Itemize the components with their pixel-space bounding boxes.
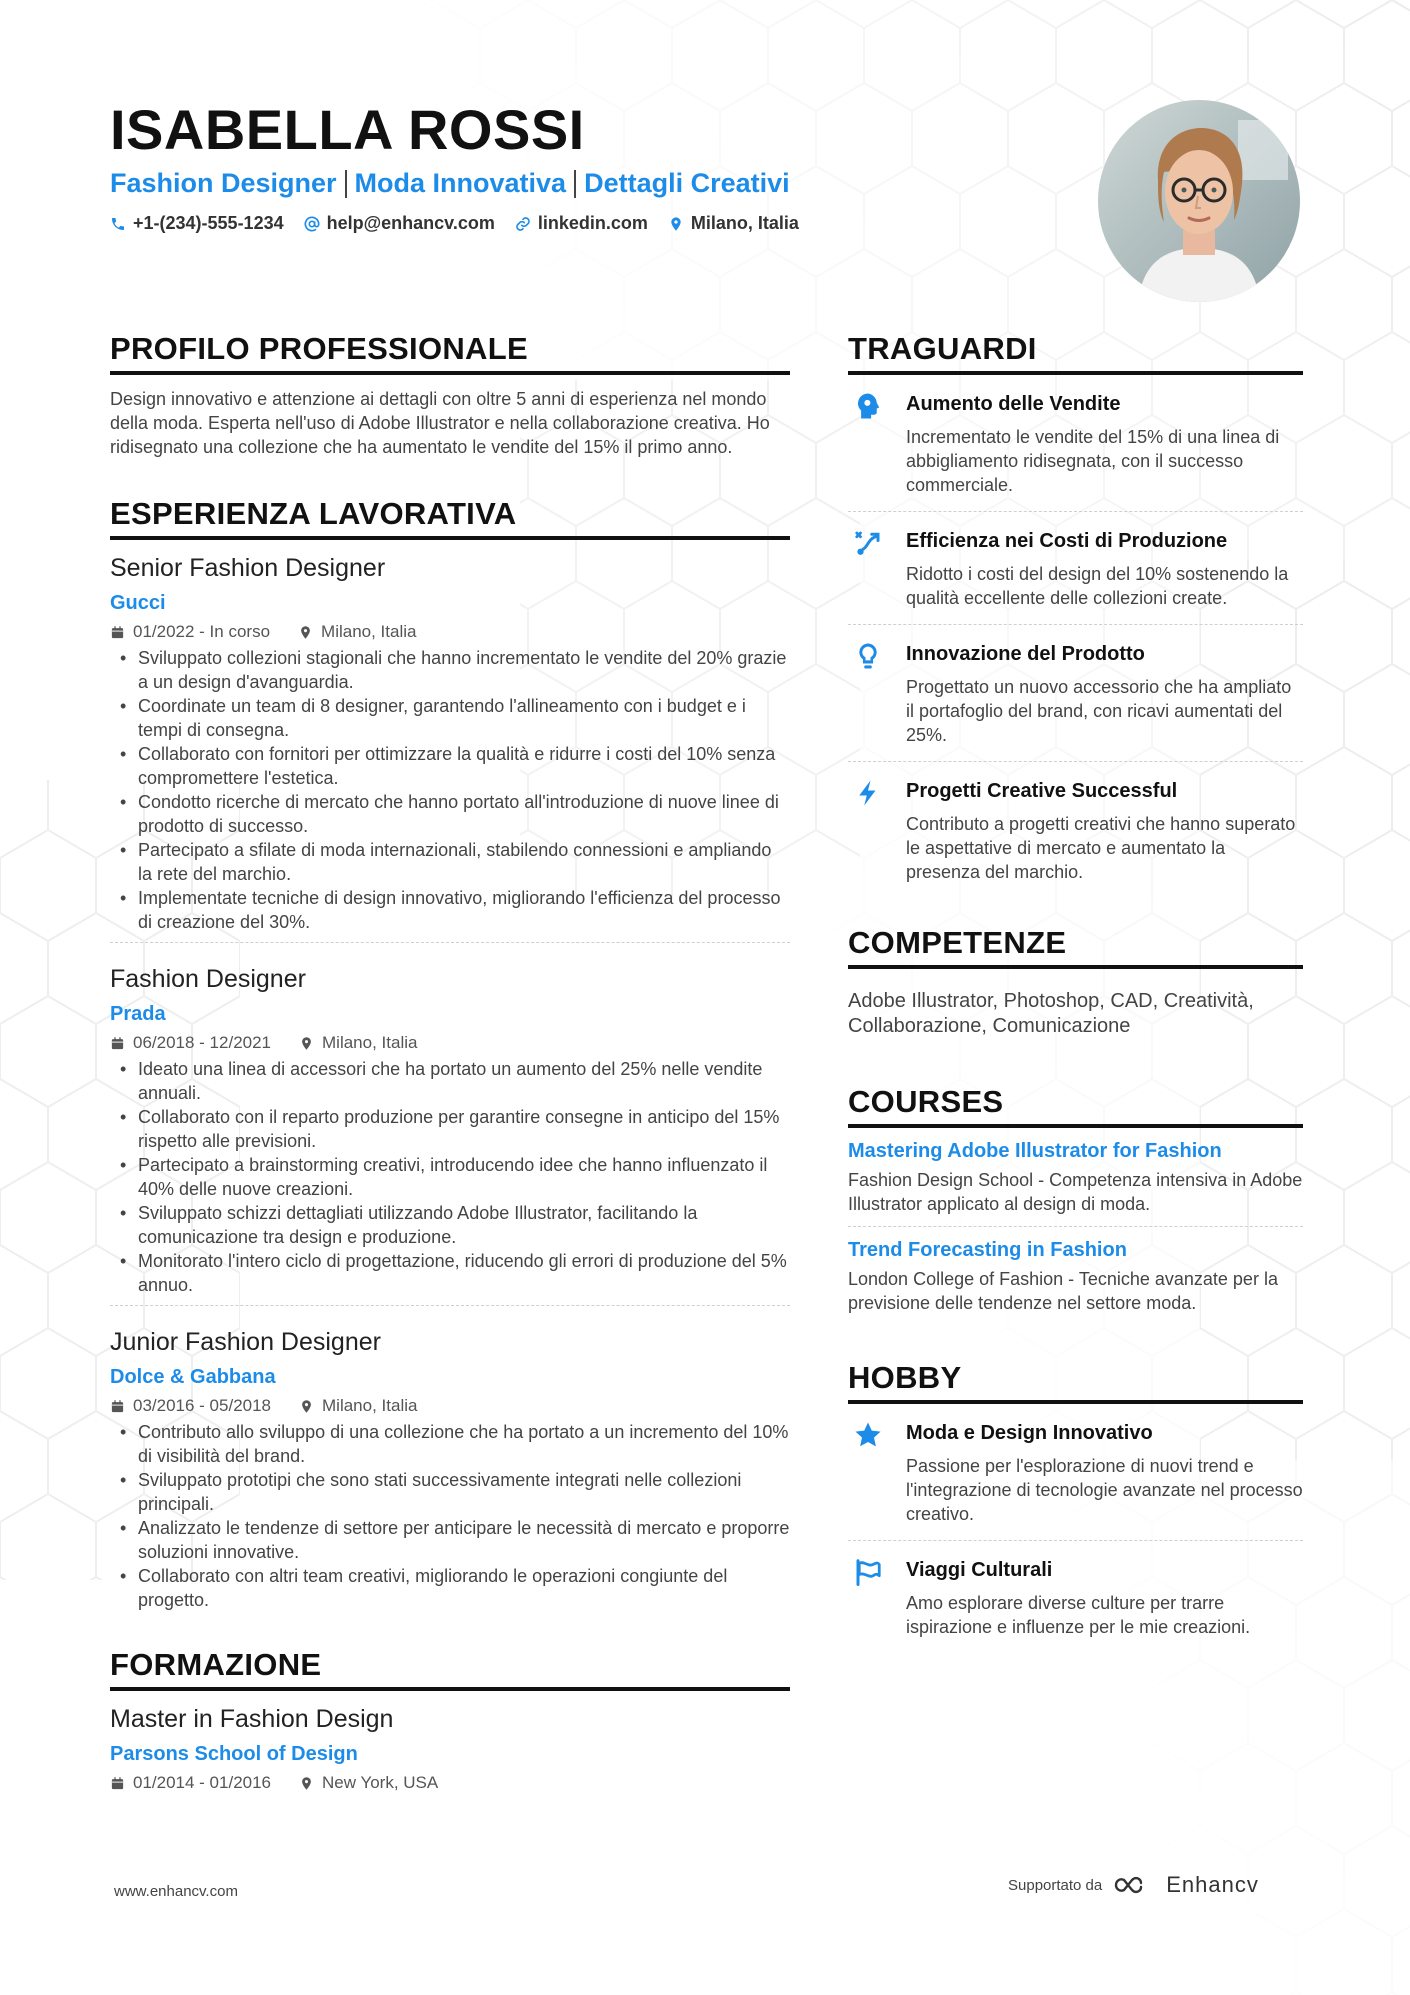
contact-linkedin[interactable]: [515, 213, 648, 234]
course-desc: Fashion Design School - Competenza intensiva in Adobe Illustrator applicato al design di moda.: [848, 1170, 1303, 1214]
powered-by-label: Supportato da: [1008, 1876, 1103, 1894]
achievement-title: Progetti Creative Successful: [906, 780, 1178, 802]
footer-brand-area: [1008, 1872, 1259, 1898]
job-title: Junior Fashion Designer: [110, 1328, 381, 1356]
job-location: [299, 1033, 417, 1053]
education-section: [110, 1646, 790, 1793]
job-meta: [110, 1396, 790, 1416]
experience-section: [110, 495, 790, 1620]
profile-section: [110, 330, 790, 459]
course-title: Mastering Adobe Illustrator for Fashion: [848, 1140, 1222, 1162]
achievement-item: [848, 625, 1303, 762]
achievement-desc: Progettato un nuovo accessorio che ha ampliato il portafoglio del brand, con ricavi aumentati del 25%.: [906, 677, 1292, 745]
bullet-item: • Monitorato l'intero ciclo di progettazione, riducendo gli errori di produzione del 5% annuo.: [110, 1249, 790, 1297]
contact-phone[interactable]: [110, 213, 284, 234]
bullet-item: • Implementate tecniche di design innovativo, migliorando l'efficienza del processo di creazione del 30%.: [110, 886, 790, 934]
dates-text: 01/2014 - 01/2016: [133, 1773, 272, 1792]
hobby-title: Viaggi Culturali: [906, 1559, 1053, 1581]
bullet-item: • Contributo allo sviluppo di una collezione che ha portato a un incremento del 10% di visibilità del brand.: [110, 1420, 790, 1468]
job-entry: [110, 1326, 790, 1620]
profile-photo: [1098, 100, 1300, 302]
job-location: [299, 1396, 417, 1416]
achievement-title: Aumento delle Vendite: [906, 393, 1121, 415]
tagline-item: Dettagli Creativi: [584, 168, 790, 198]
calendar-icon: [110, 1036, 125, 1051]
degree-title: Master in Fashion Design: [110, 1705, 394, 1733]
dates-text: 06/2018 - 12/2021: [133, 1033, 272, 1052]
section-title: COURSES: [848, 1083, 1303, 1128]
job-title: Senior Fashion Designer: [110, 554, 386, 582]
education-dates: [110, 1773, 271, 1793]
hobby-desc: Amo esplorare diverse culture per trarre ispirazione e influenze per le mie creazioni.: [906, 1593, 1251, 1637]
job-bullets: [110, 1420, 790, 1612]
course-title: Trend Forecasting in Fashion: [848, 1239, 1127, 1261]
section-title: COMPETENZE: [848, 924, 1303, 969]
calendar-icon: [110, 625, 125, 640]
job-dates: [110, 622, 270, 642]
achievement-title: Efficienza nei Costi di Produzione: [906, 530, 1228, 552]
hobby-title: Moda e Design Innovativo: [906, 1422, 1153, 1444]
footer-brand-name: Enhancv: [1166, 1872, 1259, 1897]
enhancv-logo-icon: [1112, 1873, 1156, 1897]
bullet-item: • Collaborato con fornitori per ottimizzare la qualità e ridurre i costi del 10% senza compromettere l'estetica.: [110, 742, 790, 790]
map-pin-icon: [299, 1036, 314, 1051]
lightbulb-icon: [853, 641, 883, 671]
divider: [110, 942, 790, 943]
left-column: [110, 330, 790, 1793]
achievement-desc: Incrementato le vendite del 15% di una linea di abbigliamento ridisegnata, con il successo commerciale.: [906, 427, 1280, 495]
flag-icon: [853, 1557, 883, 1587]
bullet-item: • Ideato una linea di accessori che ha portato un aumento del 25% nelle vendite annuali.: [110, 1057, 790, 1105]
section-title: TRAGUARDI: [848, 330, 1303, 375]
section-title: PROFILO PROFESSIONALE: [110, 330, 790, 375]
achievement-item: [848, 375, 1303, 512]
contact-email[interactable]: [304, 213, 495, 234]
linkedin-url: linkedin.com: [537, 213, 648, 233]
profile-summary: Design innovativo e attenzione ai dettagli con oltre 5 anni di esperienza nel mondo della moda. Esperta nell'uso di Adobe Illustrator e nella collaborazione creativa. Ho ridisegnato una collezione che ha aumentato le vendite del 15% il primo anno.: [110, 389, 770, 457]
header: [110, 96, 1110, 234]
bullet-item: • Analizzato le tendenze di settore per anticipare le necessità di mercato e proporre soluzioni innovative.: [110, 1516, 790, 1564]
tagline-divider: [345, 170, 347, 198]
tagline-item: Fashion Designer: [110, 168, 337, 198]
job-title: Fashion Designer: [110, 965, 306, 993]
bullet-item: • Collaborato con altri team creativi, migliorando le operazioni congiunte del progetto.: [110, 1564, 790, 1612]
job-location: [298, 622, 416, 642]
phone-number: +1-(234)-555-1234: [133, 213, 284, 233]
map-pin-icon: [668, 216, 684, 232]
job-dates: [110, 1396, 271, 1416]
job-entry: [110, 552, 790, 951]
route-icon: [853, 528, 883, 558]
company-name: Prada: [110, 1003, 166, 1025]
star-icon: [853, 1420, 883, 1450]
footer-website[interactable]: www.enhancv.com: [114, 1883, 238, 1900]
calendar-icon: [110, 1776, 125, 1791]
job-bullets: [110, 646, 790, 934]
location-text: Milano, Italia: [321, 622, 417, 641]
skills-list: Adobe Illustrator, Photoshop, CAD, Creatività, Collaborazione, Comunicazione: [848, 990, 1254, 1037]
contact-list: [110, 213, 1110, 234]
contact-location: [668, 213, 799, 234]
school-name: Parsons School of Design: [110, 1743, 358, 1765]
dates-text: 03/2016 - 05/2018: [133, 1396, 272, 1415]
full-name: ISABELLA ROSSI: [110, 98, 585, 161]
bullet-item: • Condotto ricerche di mercato che hanno portato all'introduzione di nuove linee di prodotto di successo.: [110, 790, 790, 838]
job-dates: [110, 1033, 271, 1053]
location-text: New York, USA: [322, 1773, 439, 1792]
tagline-item: Moda Innovativa: [354, 168, 567, 198]
achievements-section: [848, 330, 1303, 898]
section-title: FORMAZIONE: [110, 1646, 790, 1691]
portrait-illustration: [1098, 100, 1300, 302]
head-icon: [853, 391, 883, 421]
achievement-desc: Contributo a progetti creativi che hanno superato le aspettative di mercato e aumentato la presenza del marchio.: [906, 814, 1296, 882]
bullet-item: • Partecipato a sfilate di moda internazionali, stabilendo connessioni e ampliando la rete del marchio.: [110, 838, 790, 886]
hobby-item: [848, 1541, 1303, 1653]
map-pin-icon: [298, 625, 313, 640]
map-pin-icon: [299, 1776, 314, 1791]
job-entry: [110, 963, 790, 1314]
dates-text: 01/2022 - In corso: [133, 622, 271, 641]
location-text: Milano, Italia: [322, 1033, 418, 1052]
course-item: [848, 1227, 1303, 1325]
company-name: Dolce & Gabbana: [110, 1366, 276, 1388]
bullet-item: • Sviluppato schizzi dettagliati utilizzando Adobe Illustrator, facilitando la comunicazione tra design e produzione.: [110, 1201, 790, 1249]
education-meta: [110, 1773, 790, 1793]
calendar-icon: [110, 1399, 125, 1414]
job-meta: [110, 622, 790, 642]
achievement-item: [848, 762, 1303, 898]
map-pin-icon: [299, 1399, 314, 1414]
company-name: Gucci: [110, 592, 166, 614]
section-title: HOBBY: [848, 1359, 1303, 1404]
course-item: [848, 1128, 1303, 1227]
tagline-divider: [574, 170, 576, 198]
hobby-item: [848, 1404, 1303, 1541]
tagline: [110, 168, 1110, 199]
link-icon: [515, 216, 531, 232]
bullet-item: • Sviluppato prototipi che sono stati successivamente integrati nelle collezioni principali.: [110, 1468, 790, 1516]
phone-icon: [110, 216, 126, 232]
bullet-item: • Partecipato a brainstorming creativi, introducendo idee che hanno influenzato il 40% delle nuove creazioni.: [110, 1153, 790, 1201]
bullet-item: • Sviluppato collezioni stagionali che hanno incrementato le vendite del 20% grazie a un design d'avanguardia.: [110, 646, 790, 694]
right-column: [848, 330, 1303, 1653]
skills-section: [848, 924, 1303, 1039]
section-title: ESPERIENZA LAVORATIVA: [110, 495, 790, 540]
courses-section: [848, 1083, 1303, 1325]
hobbies-section: [848, 1359, 1303, 1653]
bolt-icon: [853, 778, 883, 808]
job-meta: [110, 1033, 790, 1053]
achievement-desc: Ridotto i costi del design del 10% sostenendo la qualità eccellente delle collezioni create.: [906, 564, 1289, 608]
achievement-item: [848, 512, 1303, 625]
hobby-desc: Passione per l'esplorazione di nuovi trend e l'integrazione di tecnologie avanzate nel processo creativo.: [906, 1456, 1303, 1524]
bullet-item: • Coordinate un team di 8 designer, garantendo l'allineamento con i budget e i tempi di consegna.: [110, 694, 790, 742]
bullet-item: • Collaborato con il reparto produzione per garantire consegne in anticipo del 15% rispetto alle previsioni.: [110, 1105, 790, 1153]
location-text: Milano, Italia: [690, 213, 799, 233]
achievement-title: Innovazione del Prodotto: [906, 643, 1145, 665]
course-desc: London College of Fashion - Tecniche avanzate per la previsione delle tendenze nel settore moda.: [848, 1269, 1278, 1313]
divider: [110, 1305, 790, 1306]
email-address: help@enhancv.com: [326, 213, 495, 233]
location-text: Milano, Italia: [322, 1396, 418, 1415]
education-location: [299, 1773, 438, 1793]
job-bullets: [110, 1057, 790, 1297]
at-icon: [304, 216, 320, 232]
